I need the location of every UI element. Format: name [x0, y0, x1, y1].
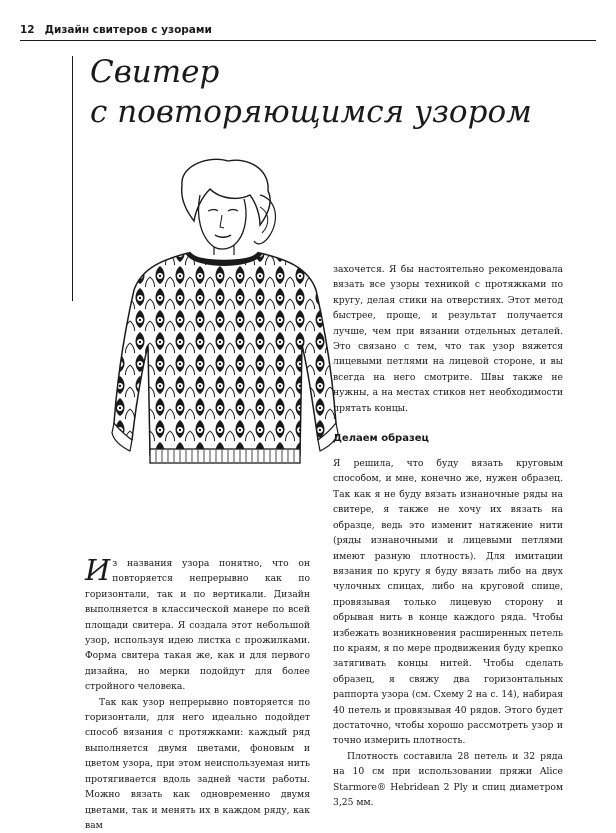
intro-paragraph-text: з названия узора понятно, что он повторяется непрерывно как по горизонтали, так и по вертикали. Дизайн выполняется в классической манере по всей площади свитера. Я создала этот небольшой узор, используя идею листка с прожилками. Форма свитера такая же, как и для первого дизайна, но мерки подойдут для более стройного человека. — [85, 558, 310, 693]
title-line-1: Свитер — [90, 54, 220, 90]
swatch-paragraph: Я решила, что буду вязать круговым способом, и мне, конечно же, нужен образец. Так как я не буду вязать изнаночные ряды на свитере, я также не хочу их вязать на образце, ведь это изменит натяжение нити (ряды изнаночными и лицевыми петлями имеют разную плотность). Для имитации вязания по кругу я буду вязать либо на двух чулочных спицах, либо на круговой спице, провязывая только лицевую сторону и обрывая нить в конце каждого ряда. Чтобы избежать возникновения расширенных петель по краям, я по мере продвижения буду крепко затягивать концы нитей. Чтобы сделать образец, я свяжу два горизонтальных раппорта узора (см. Схему 2 на с. 14), набирая 40 петель и провязывая 40 рядов. Этого будет достаточно, чтобы хорошо рассмотреть узор и точно измерить плотность. — [333, 458, 563, 747]
page-number: 12 — [20, 24, 35, 36]
left-text-column — [85, 553, 310, 833]
drop-cap: И — [85, 553, 111, 587]
method-paragraph: Так как узор непрерывно повторяется по горизонтали, для него идеально подойдет способ вязания с протяжками: каждый ряд выполняется двумя цветами, фоновым и цветом узора, при этом неиспользуемая нить протягивается вдоль задней части работы. Можно вязать как одновременно двумя цветами, так и менять их в каждом ряду, как вам — [85, 696, 310, 831]
title-line-2: с повторяющимся узором — [90, 94, 532, 130]
continuation-paragraph: захочется. Я бы настоятельно рекомендовала вязать все узоры техникой с протяжками по кругу, делая стики на отверстиях. Этот метод быстрее, проще, и результат получается лучше, чем при вязании отдельных деталей. Это связано с тем, что так узор вяжется лицевыми петлями на лицевой стороне, и вы всегда на него смотрите. Швы также не нужны, а на местах стиков нет необходимости прятать концы. — [333, 264, 563, 414]
intro-paragraph — [85, 553, 310, 695]
running-header — [20, 22, 212, 38]
gauge-paragraph: Плотность составила 28 петель и 32 ряда на 10 см при использовании пряжи Alice Starmore® Hebridean 2 Ply и спиц диаметром 3,25 мм. — [333, 750, 563, 808]
section-subheading: Делаем образец — [333, 433, 429, 445]
title-side-rule — [72, 56, 73, 301]
right-text-column — [333, 262, 563, 810]
page-title — [90, 52, 570, 132]
sweater-illustration — [110, 155, 340, 495]
running-title: Дизайн свитеров с узорами — [44, 24, 212, 36]
header-rule — [20, 40, 596, 41]
hair-outline — [182, 159, 270, 225]
face-outline — [199, 195, 246, 249]
